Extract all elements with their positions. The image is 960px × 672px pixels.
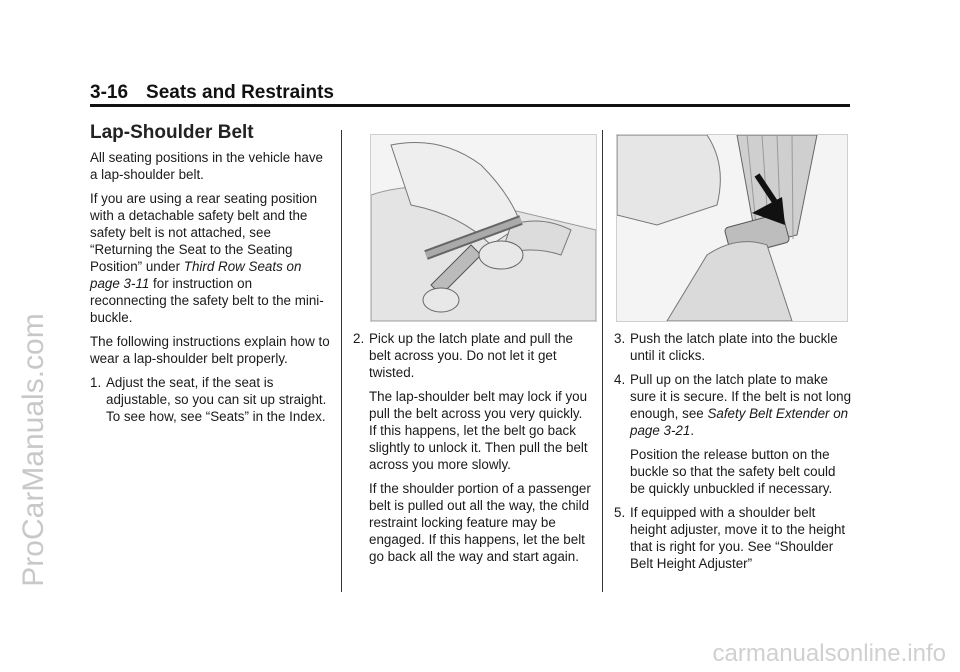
column-divider-2 [602,130,603,592]
section-number: 3-16 [90,82,129,103]
column-2 [353,330,591,572]
step-number: 1. [90,375,102,390]
step-text: Pick up the latch plate and pull the belt across you. Do not let it get twisted. [369,331,573,380]
step-text: If equipped with a shoulder belt height adjuster, move it to the height that is right for you. See “Shoulder Belt Height Adjuster” [630,505,846,571]
step-4-note: Position the release button on the buckle so that the safety belt could be quickly unbuckled if necessary. [630,447,836,496]
step-3 [614,330,854,364]
illustration-pull-belt [370,134,597,322]
step-number: 5. [614,505,626,520]
buckle-drawing [617,135,847,321]
cross-reference-third-row: Third Row Seats on page 3-11 [90,259,302,291]
step-number: 2. [353,331,365,346]
paragraph-rear-seat: If you are using a rear seating position with a detachable safety belt and the safety belt is not attached, see “Returning the Seat to the Seating Position” under Third Row Seats on page 3-11 for instruction on reconnecting the safety belt to the mini-buckle. [90,191,324,325]
step-text: Push the latch plate into the buckle until it clicks. [630,331,838,363]
step-1 [90,374,330,425]
step-2-note-lock: The lap-shoulder belt may lock if you pull the belt across you very quickly. If this happens, let the belt go back slightly to unlock it. Then pull the belt across you more slowly. [369,389,588,472]
paragraph-intro: All seating positions in the vehicle have a lap-shoulder belt. [90,150,323,182]
step-number: 4. [614,372,626,387]
step-text: Pull up on the latch plate to make sure it is secure. If the belt is not long enough, see Safety Belt Extender on page 3-21. [630,372,852,438]
side-watermark: ProCarManuals.com [17,313,50,587]
header-rule [90,104,850,107]
section-heading: Lap-Shoulder Belt [90,122,254,143]
step-2-note-child-lock: If the shoulder portion of a passenger belt is pulled out all the way, the child restraint locking feature may be engaged. If this happens, let the belt go back all the way and start again. [369,481,591,564]
illustration-buckle [616,134,848,322]
step-5 [614,504,854,572]
step-2 [353,330,591,381]
section-title: Seats and Restraints [146,82,334,103]
step-number: 3. [614,331,626,346]
cross-reference-belt-extender: Safety Belt Extender on page 3-21 [630,406,849,438]
bottom-watermark: carmanualsonline.info [712,640,946,667]
column-1 [90,124,330,432]
column-3 [614,330,854,579]
step-text: Adjust the seat, if the seat is adjustable, so you can sit up straight. To see how, see “Seats” in the Index. [106,375,327,424]
page-header [90,82,334,104]
paragraph-instructions: The following instructions explain how to wear a lap-shoulder belt properly. [90,334,330,366]
column-divider-1 [341,130,342,592]
step-4 [614,371,854,439]
belt-pull-drawing [371,135,596,321]
